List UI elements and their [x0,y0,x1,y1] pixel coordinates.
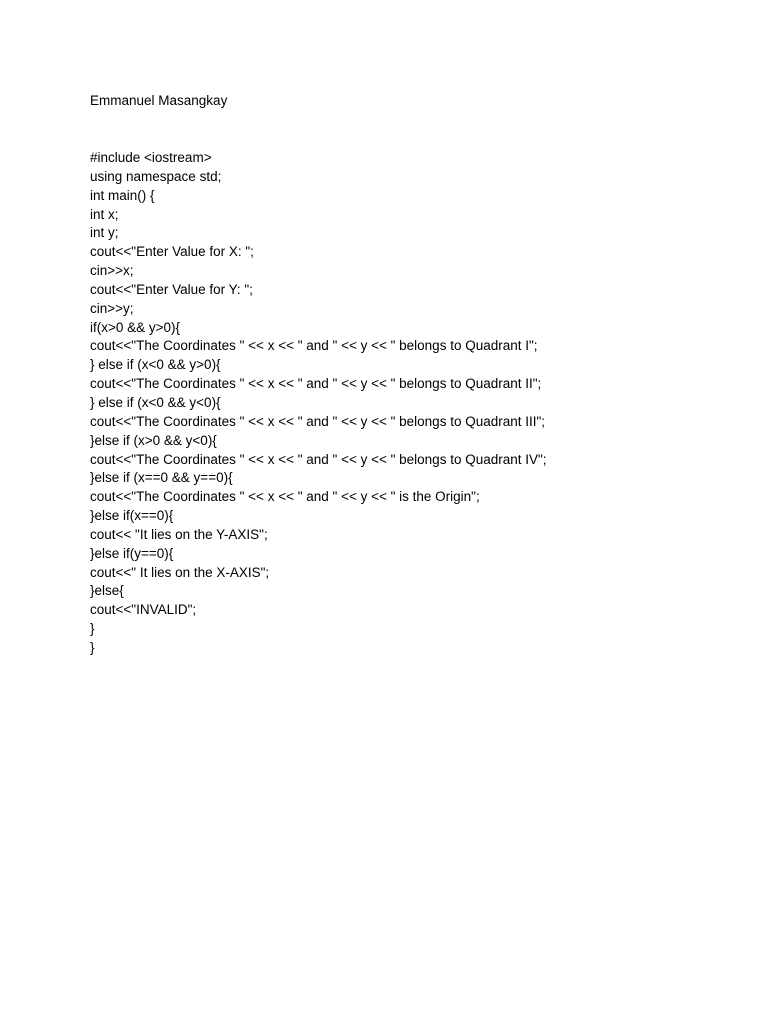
code-block [90,149,547,658]
code-line: cout<<"The Coordinates " << x << " and " << y << " belongs to Quadrant III"; [90,413,546,429]
code-line: }else if(x==0){ [90,508,174,524]
code-line: } [90,621,95,637]
code-line: cout<<"The Coordinates " << x << " and " << y << " is the Origin"; [90,489,480,505]
code-line: } else if (x<0 && y<0){ [90,394,221,410]
code-line: }else{ [90,583,124,599]
code-line: cout<<"The Coordinates " << x << " and " << y << " belongs to Quadrant IV"; [90,451,547,467]
code-line: using namespace std; [90,168,222,184]
code-line: } [90,639,95,655]
code-line: cout<<"The Coordinates " << x << " and " << y << " belongs to Quadrant II"; [90,376,542,392]
code-line: cout<< "It lies on the Y-AXIS"; [90,526,268,542]
code-line: }else if (x==0 && y==0){ [90,470,233,486]
code-line: cin>>y; [90,300,134,316]
code-line: int y; [90,225,119,241]
code-line: cout<<"INVALID"; [90,602,197,618]
code-line: } else if (x<0 && y>0){ [90,357,221,373]
code-line: int x; [90,206,119,222]
code-line: cout<<"Enter Value for X: "; [90,244,254,260]
code-line: if(x>0 && y>0){ [90,319,181,335]
code-line: cout<<"Enter Value for Y: "; [90,281,253,297]
code-line: }else if (x>0 && y<0){ [90,432,217,448]
code-line: cin>>x; [90,263,134,279]
code-line: #include <iostream> [90,150,212,165]
code-line: }else if(y==0){ [90,545,174,561]
author-name: Emmanuel Masangkay [90,93,228,108]
code-line: cout<<" It lies on the X-AXIS"; [90,564,270,580]
code-line: int main() { [90,187,155,203]
code-line: cout<<"The Coordinates " << x << " and " << y << " belongs to Quadrant I"; [90,338,538,354]
